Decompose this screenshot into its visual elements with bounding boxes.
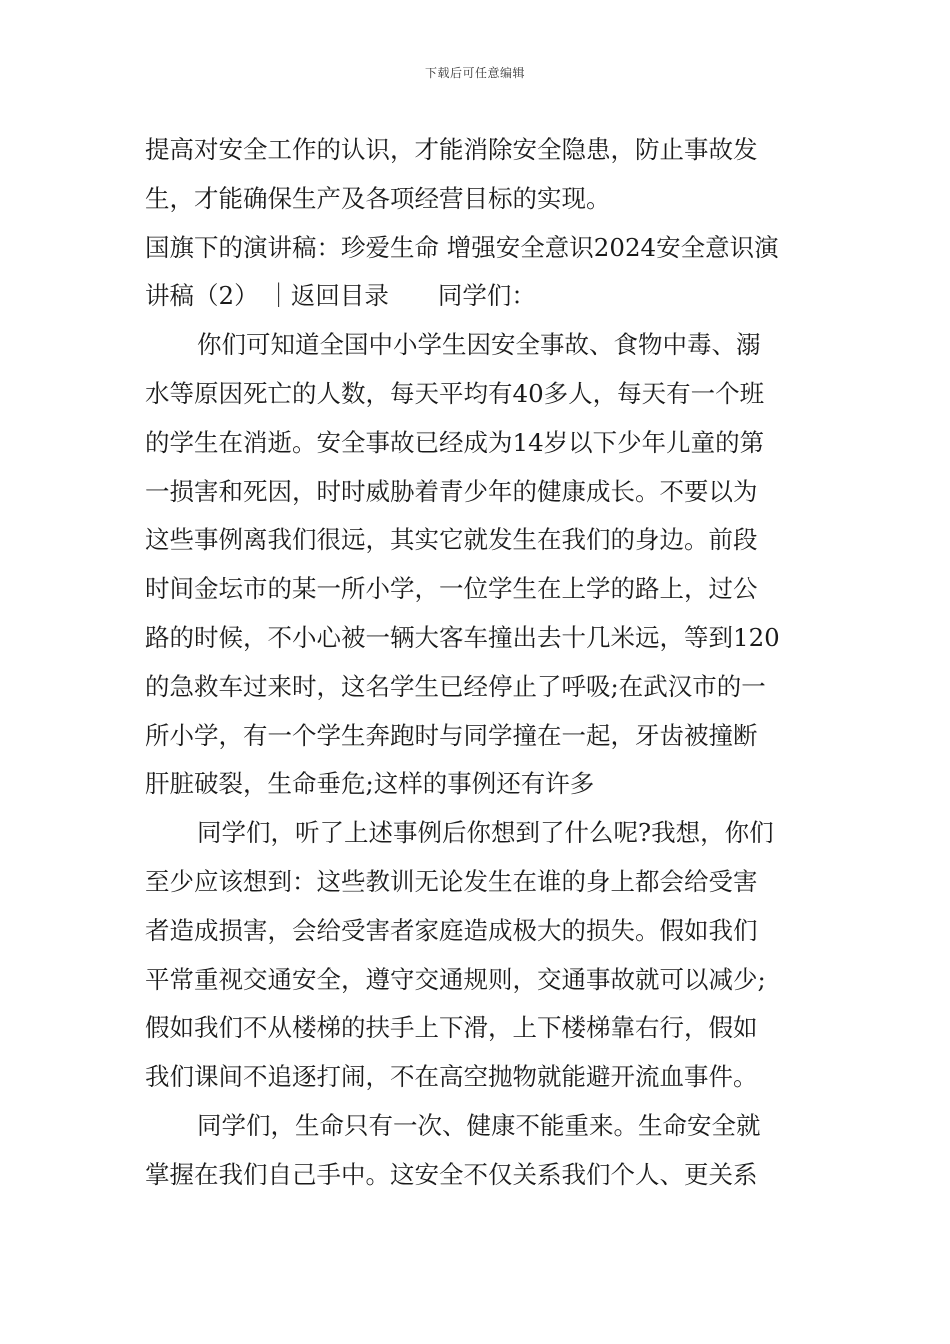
text-line: 掌握在我们自己手中。这安全不仅关系我们个人、更关系 [145,1159,758,1189]
text-line: 假如我们不从楼梯的扶手上下滑，上下楼梯靠右行，假如 [145,1013,758,1043]
paragraph-first-line: 你们可知道全国中小学生因安全事故、食物中毒、溺 [197,330,761,360]
text-line: 的急救车过来时，这名学生已经停止了呼吸;在武汉市的一 [145,671,766,701]
text-line: 提高对安全工作的认识，才能消除安全隐患，防止事故发 [145,135,758,164]
header-note: 下载后可任意编辑 [424,66,525,80]
text-line: 所小学，有一个学生奔跑时与同学撞在一起，牙齿被撞断 [145,720,758,750]
text-line: 生，才能确保生产及各项经营目标的实现。 [145,183,611,213]
text-line: 平常重视交通安全，遵守交通规则，交通事故就可以减少; [145,964,766,994]
text-line: 路的时候，不小心被一辆大客车撞出去十几米远，等到120 [145,622,780,652]
text-line: 时间金坛市的某一所小学，一位学生在上学的路上，过公 [145,574,758,604]
text-line: 一损害和死因，时时威胁着青少年的健康成长。不要以为 [145,476,758,506]
text-line: 水等原因死亡的人数，每天平均有40多人，每天有一个班 [145,378,765,408]
document-body [145,126,809,1200]
paragraph-first-line: 同学们，生命只有一次、健康不能重来。生命安全就 [197,1110,761,1140]
text-line: 这些事例离我们很远，其实它就发生在我们的身边。前段 [145,525,758,555]
text-line: 者造成损害，会给受害者家庭造成极大的损失。假如我们 [145,915,758,945]
text-line: 我们课间不追逐打闹，不在高空抛物就能避开流血事件。 [145,1062,758,1092]
paragraph-first-line: 同学们，听了上述事例后你想到了什么呢?我想，你们 [197,818,774,848]
section-heading-line[interactable]: 讲稿（2） ｜返回目录 同学们： [145,281,536,311]
section-heading-line: 国旗下的演讲稿：珍爱生命 增强安全意识2024安全意识演 [145,232,779,262]
text-line: 至少应该想到：这些教训无论发生在谁的身上都会给受害 [145,866,758,896]
text-line: 的学生在消逝。安全事故已经成为14岁以下少年儿童的第 [145,427,765,457]
text-line: 肝脏破裂，生命垂危;这样的事例还有许多 [145,769,595,799]
